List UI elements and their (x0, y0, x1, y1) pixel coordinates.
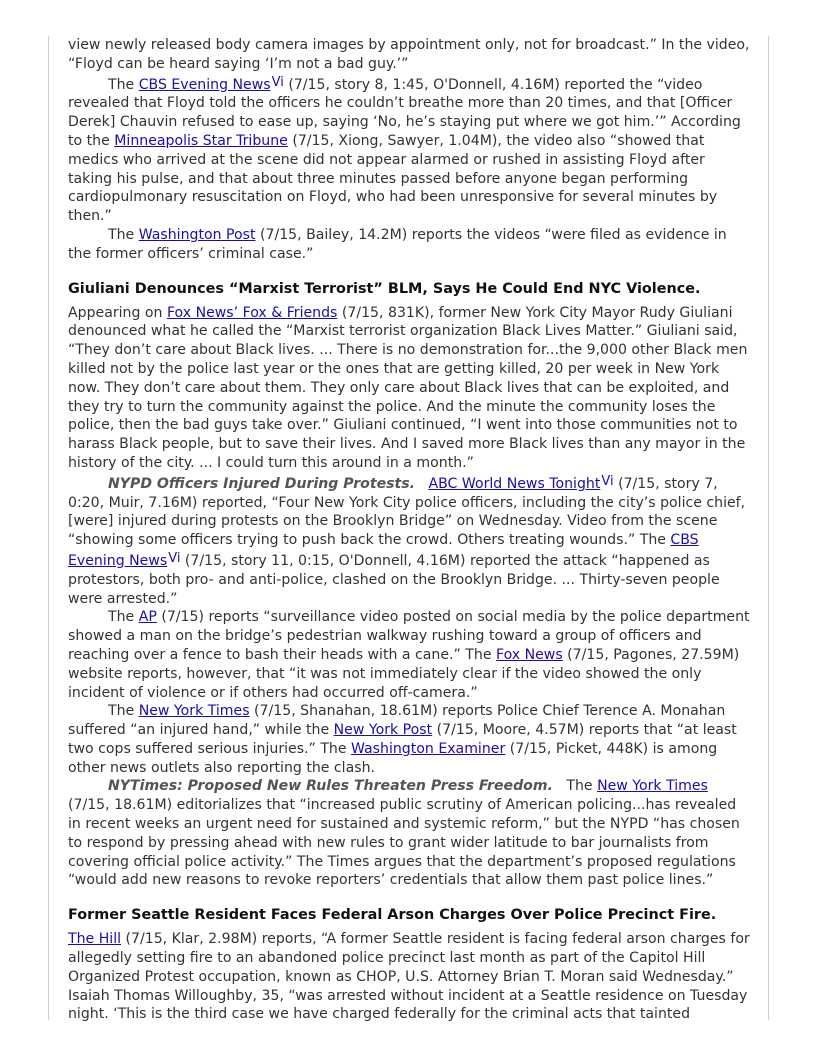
minneapolis-star-tribune-link[interactable]: Minneapolis Star Tribune (114, 132, 288, 149)
fox-and-friends-link[interactable]: Fox News’ Fox & Friends (166, 304, 338, 321)
new-york-times-link[interactable]: New York Times (138, 703, 250, 720)
subheading-press-freedom: NYTimes: Proposed New Rules Threaten Press Freedom. (108, 778, 553, 795)
subheading-nypd-injured: NYPD Officers Injured During Protests. (108, 475, 415, 492)
left-margin-rule (48, 36, 49, 1020)
right-margin-rule (768, 36, 769, 1020)
video-icon[interactable]: Vi (601, 473, 614, 489)
paragraph-washington-post: The Washington Post (7/15, Bailey, 14.2M) reports the videos “were filed as evidence in the former officers’ criminal case.” (68, 226, 727, 262)
paragraph-nypd-injured: NYPD Officers Injured During Protests. ABC World News TonightVi (7/15, story 7, 0:20, Muir, 7.16M) reported, “Four New York City police officers, including the city’s police chief, [were] injured during protests on the Brooklyn Bridge” on Wednesday. Video from the scene “showing some officers trying to push back the crowd. Others treating wounds.” The CBS Evening NewsVi (7/15, story 11, 0:15, O'Donnell, 4.16M) reported the attack “happened as protestors, both pro- and anti-police, clashed on the Brooklyn Bridge. ... Thirty-seven people were arrested.” (68, 473, 746, 607)
new-york-times-link-2[interactable]: New York Times (597, 778, 708, 795)
paragraph-giuliani: Appearing on Fox News’ Fox & Friends (7/15, 831K), former New York City Mayor Rudy Giuliani denounced what he called the “Marxist terrorist organization Black Lives Matter.” Giuliani said, “They don’t care about Black lives. ... There is no demonstration for...the 9,000 other Black men killed not by the police last year or the ones that are getting killed, 20 per week in New York now. They don’t care about them. They only care about Black lives that can be exploited, and they try to turn the community against the police. And the minute the community loses the police, then the bad guys take over.” Giuliani continued, “I went into those communities not to harass Black people, but to save their lives. And I saved more Black lives than any mayor in the history of the city. ... I could turn this around in a month.” (68, 304, 748, 471)
cbs-evening-news-link-2[interactable]: CBS Evening News (68, 532, 699, 569)
paragraph-floyd-video: view newly released body camera images by appointment only, not for broadcast.” In the video, “Floyd can be heard saying ‘I’m not a bad guy.’” (68, 37, 750, 72)
paragraph-nyt-monahan: The New York Times (7/15, Shanahan, 18.61M) reports Police Chief Terence A. Monahan suffered “an injured hand,” while the New York Post (7/15, Moore, 4.57M) reports that “at least two cops suffered serious injuries.” The Washington Examiner (7/15, Picket, 448K) is among other news outlets also reporting the clash. (68, 703, 737, 776)
new-york-post-link[interactable]: New York Post (333, 722, 433, 739)
the-hill-link[interactable]: The Hill (68, 931, 122, 948)
washington-post-link[interactable]: Washington Post (138, 226, 256, 243)
cbs-evening-news-link[interactable]: CBS Evening News (138, 76, 271, 93)
headline-giuliani: Giuliani Denounces “Marxist Terrorist” BLM, Says He Could End NYC Violence. (68, 280, 701, 297)
washington-examiner-link[interactable]: Washington Examiner (351, 740, 506, 757)
abc-world-news-link[interactable]: ABC World News Tonight (428, 475, 601, 492)
fox-news-link[interactable]: Fox News (495, 646, 563, 663)
video-icon[interactable]: Vi (168, 550, 181, 566)
ap-link[interactable]: AP (138, 609, 157, 626)
document-body (68, 36, 750, 1024)
video-icon[interactable]: Vi (271, 74, 284, 90)
headline-seattle-arson: Former Seattle Resident Faces Federal Arson Charges Over Police Precinct Fire. (68, 907, 717, 924)
paragraph-cbs-report: The CBS Evening NewsVi (7/15, story 8, 1:45, O'Donnell, 4.16M) reported the “video revealed that Floyd told the officers he couldn’t breathe more than 20 times, and that [Officer Derek] Chauvin refused to ease up, saying ‘No, he’s staying put where we got him.’” According to the Minneapolis Star Tribune (7/15, Xiong, Sawyer, 1.04M), the video also “showed that medics who arrived at the scene did not appear alarmed or rushed in assisting Floyd after taking his pulse, and that about three minutes passed before anyone began performing cardiopulmonary resuscitation on Floyd, who had been unresponsive for several minutes by then.” (68, 74, 741, 225)
paragraph-ap-report: The AP (7/15) reports “surveillance video posted on social media by the police department showed a man on the bridge’s pedestrian walkway rushing toward a group of officers and reaching over a fence to bash their heads with a cane.” The Fox News (7/15, Pagones, 27.59M) website reports, however, that “it was not immediately clear if the video showed the only incident of violence or if others had occurred off-camera.” (68, 609, 750, 701)
paragraph-the-hill: The Hill (7/15, Klar, 2.98M) reports, “A former Seattle resident is facing federal arson charges for allegedly setting fire to an abandoned police precinct last month as part of the Capitol Hill Organized Protest occupation, known as CHOP, U.S. Attorney Brian T. Moran said Wednesday.” Isaiah Thomas Willoughby, 35, “was arrested without incident at a Seattle residence on Tuesday night. ‘This is the third case we have charged federally for the criminal acts that tainted (68, 931, 750, 1023)
paragraph-nyt-press-freedom: NYTimes: Proposed New Rules Threaten Press Freedom. The New York Times (7/15, 18.61M) editorializes that “increased public scrutiny of American policing...has revealed in recent weeks an urgent need for sustained and systemic reform,” but the NYPD “has chosen to respond by pressing ahead with new rules to grant wider latitude to bar journalists from covering official police activity.” The Times argues that the department’s proposed regulations “would add new reasons to revoke reporters’ credentials that allow them past police lines.” (68, 778, 740, 889)
